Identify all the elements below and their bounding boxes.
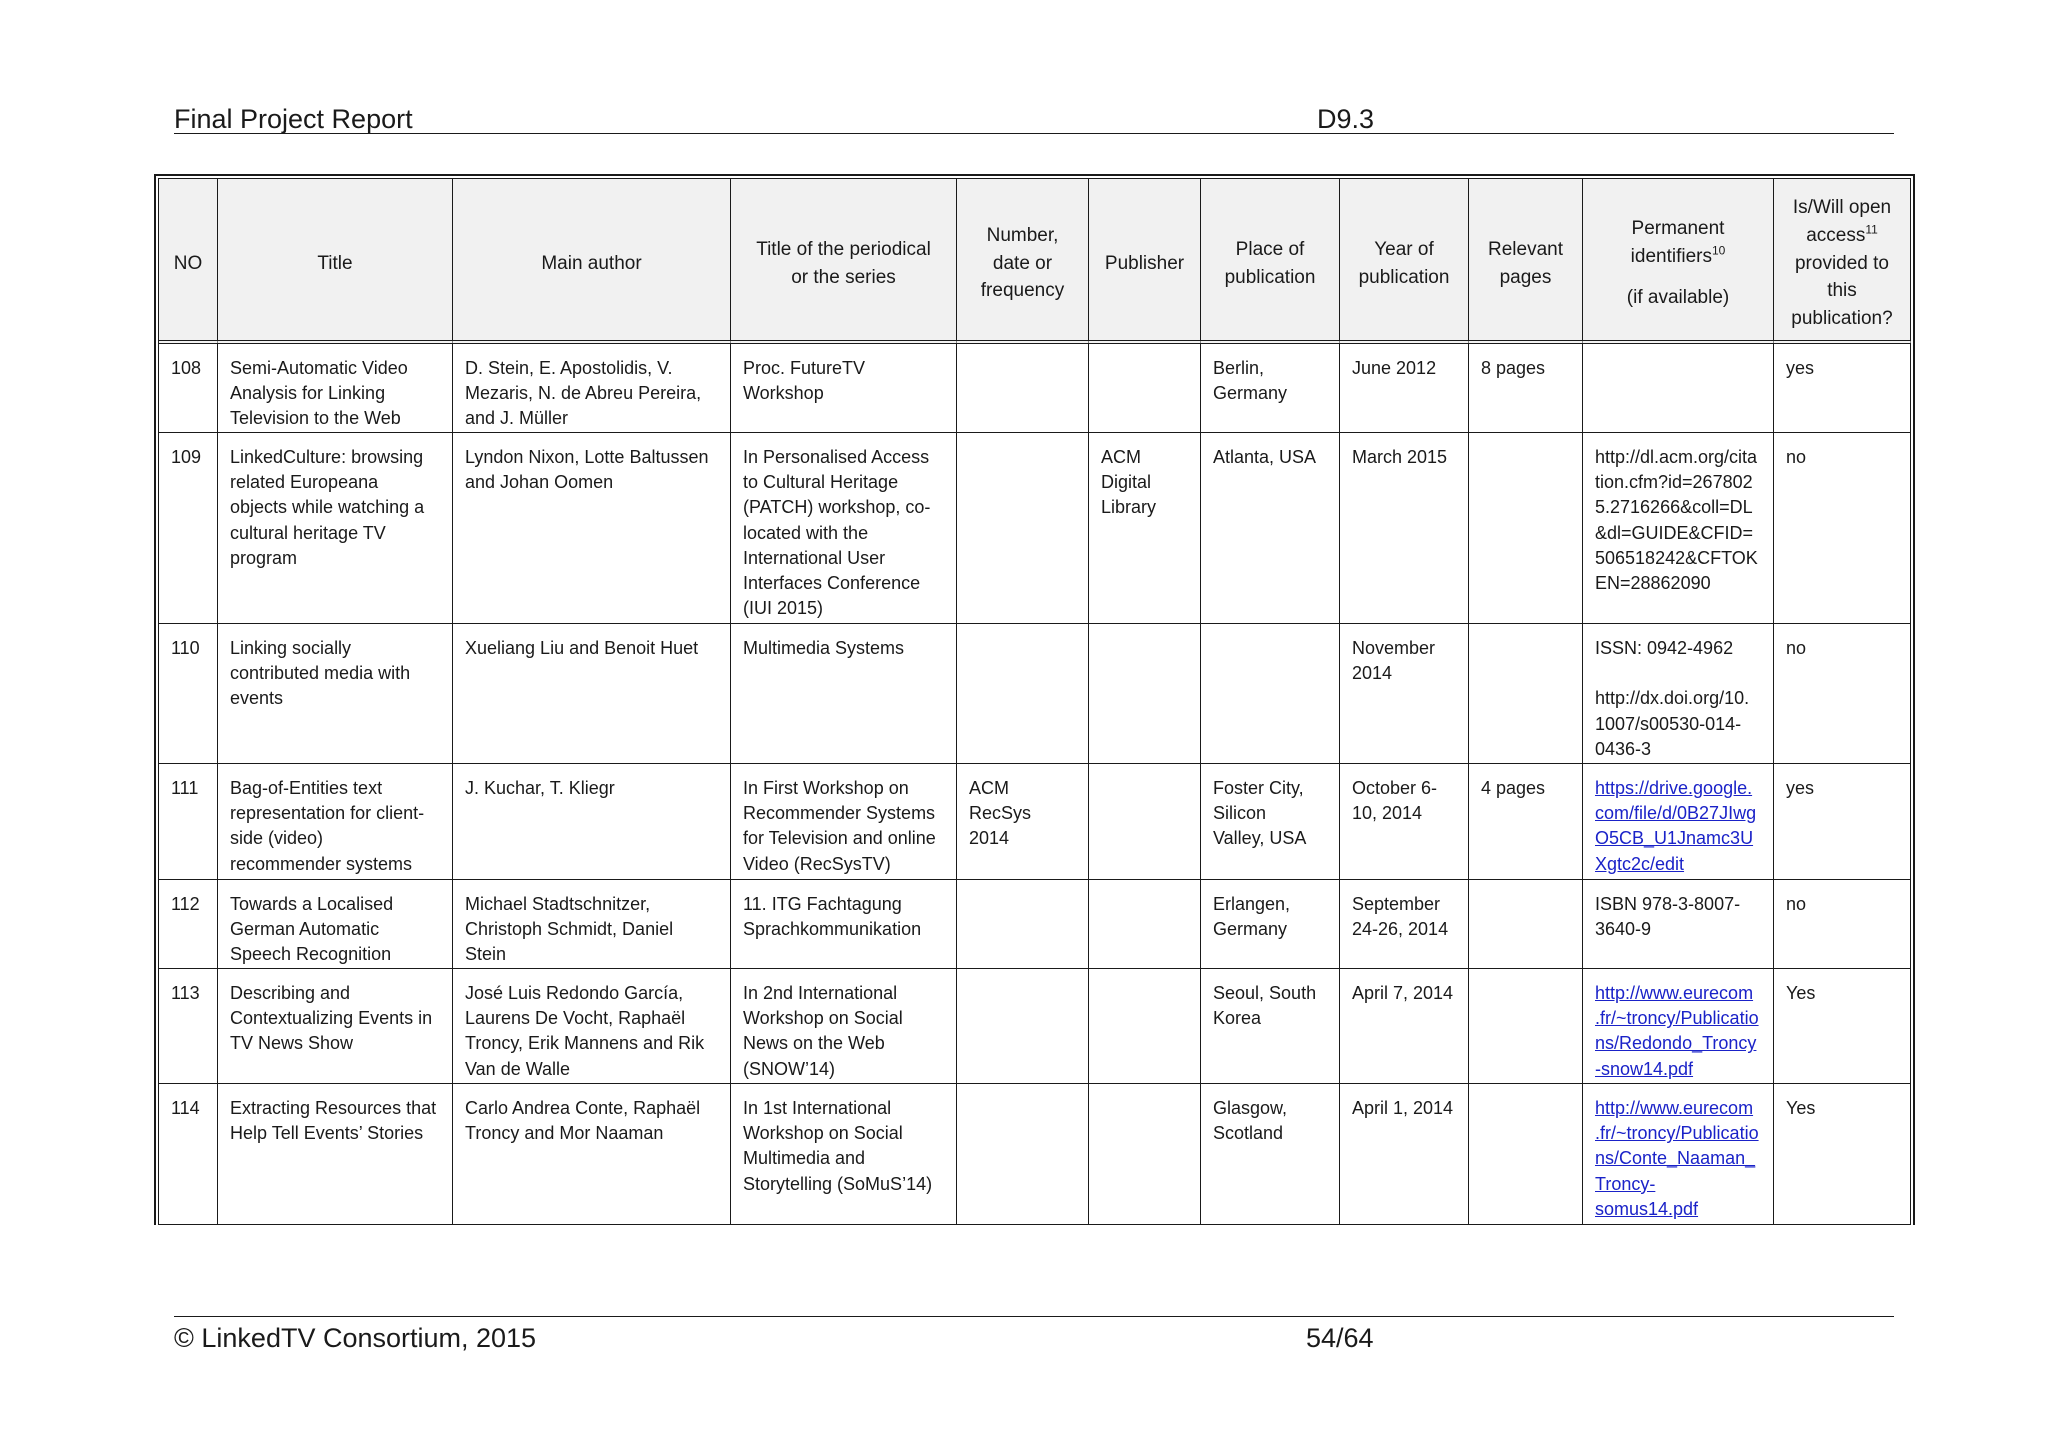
no-cell: 114 [159,1084,218,1225]
open-access-cell: yes [1774,344,1911,433]
permanent-identifier-cell: ISBN 978-3-8007- 3640-9 [1583,880,1774,969]
column-header-note: (if available) [1626,286,1730,308]
footer-copyright: © LinkedTV Consortium, 2015 [174,1323,537,1353]
column-header-label: Number, date or frequency [980,224,1065,302]
column-header-title [218,179,453,344]
table-row [159,433,1911,624]
publications-grid [158,178,1911,1225]
main-author-cell: Xueliang Liu and Benoit Huet [453,624,731,764]
permanent-identifier-cell: ISSN: 0942-4962 http://dx.doi.org/10. 1007/s00530-014- 0436-3 [1583,624,1774,764]
place-cell: Erlangen, Germany [1201,880,1340,969]
number-cell [957,624,1089,764]
column-header-main-author [453,179,731,344]
main-author-cell: Lyndon Nixon, Lotte Baltussen and Johan Oomen [453,433,731,624]
title-cell: Linking socially contributed media with events [218,624,453,764]
table-row [159,624,1911,764]
column-header-number [957,179,1089,344]
footer-rule [174,1316,1894,1317]
no-cell: 111 [159,764,218,880]
column-header-identifiers [1583,179,1774,344]
table-row [159,969,1911,1084]
place-cell: Glasgow, Scotland [1201,1084,1340,1225]
periodical-cell: 11. ITG Fachtagung Sprachkommunikation [731,880,957,969]
place-cell [1201,624,1340,764]
periodical-cell: Multimedia Systems [731,624,957,764]
column-header-no [159,179,218,344]
year-cell: November 2014 [1340,624,1469,764]
permanent-identifier-link[interactable]: http://www.eurecom .fr/~troncy/Publicatio ns/Redondo_Troncy -snow14.pdf [1595,983,1759,1079]
number-cell [957,969,1089,1084]
year-cell: October 6- 10, 2014 [1340,764,1469,880]
year-cell: September 24-26, 2014 [1340,880,1469,969]
open-access-cell: Yes [1774,1084,1911,1225]
table-header-row [159,179,1911,344]
title-cell: Extracting Resources that Help Tell Events’ Stories [218,1084,453,1225]
no-cell: 113 [159,969,218,1084]
year-cell: April 7, 2014 [1340,969,1469,1084]
pages-cell [1469,624,1583,764]
column-header-label: Permanent identifiers [1630,218,1725,268]
column-header-label: Year of publication [1358,238,1450,288]
publisher-cell [1089,969,1201,1084]
main-author-cell: D. Stein, E. Apostolidis, V. Mezaris, N. de Abreu Pereira, and J. Müller [453,344,731,433]
number-cell [957,344,1089,433]
no-cell: 109 [159,433,218,624]
column-header-place [1201,179,1340,344]
title-cell: Describing and Contextualizing Events in TV News Show [218,969,453,1084]
publisher-cell [1089,880,1201,969]
place-cell: Foster City, Silicon Valley, USA [1201,764,1340,880]
place-cell: Atlanta, USA [1201,433,1340,624]
number-cell [957,880,1089,969]
pages-cell [1469,1084,1583,1225]
title-cell: LinkedCulture: browsing related Europeana objects while watching a cultural heritage TV program [218,433,453,624]
permanent-identifier-cell: http://dl.acm.org/cita tion.cfm?id=267802 5.2716266&coll=DL &dl=GUIDE&CFID= 506518242&CFTOK EN=28862090 [1583,433,1774,624]
permanent-identifier-cell [1583,344,1774,433]
column-header-label: NO [173,252,203,274]
footnote-marker: 11 [1865,222,1878,237]
open-access-cell: yes [1774,764,1911,880]
publications-table [154,174,1915,1225]
no-cell: 112 [159,880,218,969]
column-header-periodical [731,179,957,344]
title-cell: Towards a Localised German Automatic Speech Recognition [218,880,453,969]
main-author-cell: Carlo Andrea Conte, Raphaël Troncy and Mor Naaman [453,1084,731,1225]
header-rule [174,133,1894,134]
number-cell: ACM RecSys 2014 [957,764,1089,880]
column-header-label: Title of the periodical or the series [756,238,931,288]
column-header-open-access [1774,179,1911,344]
column-header-label: Place of publication [1224,238,1316,288]
periodical-cell: In First Workshop on Recommender Systems for Television and online Video (RecSysTV) [731,764,957,880]
pages-cell: 8 pages [1469,344,1583,433]
permanent-identifier-cell [1583,969,1774,1084]
periodical-cell: In Personalised Access to Cultural Heritage (PATCH) workshop, co- located with the International User Interfaces Conference (IUI 2015) [731,433,957,624]
table-row [159,344,1911,433]
permanent-identifier-link[interactable]: http://www.eurecom .fr/~troncy/Publicatio ns/Conte_Naaman_ Troncy- somus14.pdf [1595,1098,1759,1219]
open-access-cell: no [1774,880,1911,969]
publisher-cell [1089,344,1201,433]
year-cell: March 2015 [1340,433,1469,624]
title-cell: Semi-Automatic Video Analysis for Linking Television to the Web [218,344,453,433]
open-access-cell: Yes [1774,969,1911,1084]
table-row [159,880,1911,969]
pages-cell [1469,969,1583,1084]
column-header-label: Title [317,252,353,274]
permanent-identifier-cell [1583,764,1774,880]
column-header-label: Is/Will open access [1792,197,1892,246]
publisher-cell [1089,764,1201,880]
number-cell [957,433,1089,624]
main-author-cell: Michael Stadtschnitzer, Christoph Schmidt, Daniel Stein [453,880,731,969]
no-cell: 110 [159,624,218,764]
permanent-identifier-cell [1583,1084,1774,1225]
column-header-year [1340,179,1469,344]
table-row [159,1084,1911,1225]
periodical-cell: In 1st International Workshop on Social Multimedia and Storytelling (SoMuS’14) [731,1084,957,1225]
year-cell: April 1, 2014 [1340,1084,1469,1225]
column-header-note: provided to this publication? [1791,252,1893,330]
publisher-cell [1089,624,1201,764]
title-cell: Bag-of-Entities text representation for client- side (video) recommender systems [218,764,453,880]
no-cell: 108 [159,344,218,433]
permanent-identifier-link[interactable]: https://drive.google. com/file/d/0B27JIwg O5CB_U1Jnamc3U Xgtc2c/edit [1595,778,1757,874]
publisher-cell: ACM Digital Library [1089,433,1201,624]
place-cell: Seoul, South Korea [1201,969,1340,1084]
pages-cell [1469,880,1583,969]
document-id: D9.3 [1317,104,1375,134]
column-header-publisher [1089,179,1201,344]
publisher-cell [1089,1084,1201,1225]
page-header-title: Final Project Report [174,104,413,134]
main-author-cell: J. Kuchar, T. Kliegr [453,764,731,880]
number-cell [957,1084,1089,1225]
column-header-label: Main author [541,252,642,274]
column-header-label: Relevant pages [1488,238,1563,288]
footnote-marker: 10 [1711,243,1726,258]
periodical-cell: Proc. FutureTV Workshop [731,344,957,433]
open-access-cell: no [1774,433,1911,624]
page-number: 54/64 [1306,1323,1374,1353]
table-row [159,764,1911,880]
column-header-label: Publisher [1104,252,1185,274]
open-access-cell: no [1774,624,1911,764]
periodical-cell: In 2nd International Workshop on Social News on the Web (SNOW’14) [731,969,957,1084]
year-cell: June 2012 [1340,344,1469,433]
column-header-pages [1469,179,1583,344]
main-author-cell: José Luis Redondo García, Laurens De Vocht, Raphaël Troncy, Erik Mannens and Rik Van de Walle [453,969,731,1084]
pages-cell: 4 pages [1469,764,1583,880]
place-cell: Berlin, Germany [1201,344,1340,433]
pages-cell [1469,433,1583,624]
